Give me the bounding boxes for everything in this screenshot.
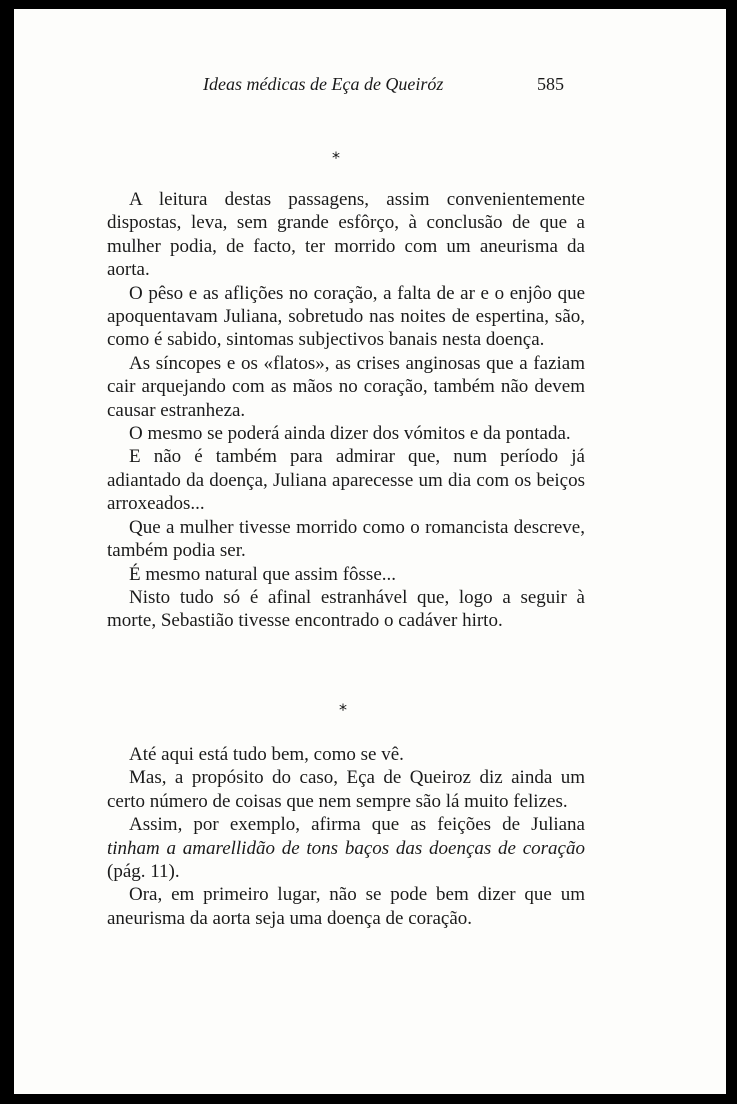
paragraph bbox=[107, 813, 585, 883]
page-number: 585 bbox=[537, 74, 564, 94]
section-divider-asterisk: * bbox=[339, 700, 347, 719]
running-title: Ideas médicas de Eça de Queiróz bbox=[203, 74, 444, 94]
section-1-text bbox=[107, 188, 585, 633]
paragraph: E não é também para admirar que, num período já adiantado da doença, Juliana aparecesse um dia com os beiços arroxeados... bbox=[107, 446, 585, 515]
paragraph: As síncopes e os «flatos», as crises anginosas que a faziam cair arquejando com as mãos no coração, também não devem causar estranheza. bbox=[107, 352, 585, 421]
section-2-text bbox=[107, 743, 585, 930]
paragraph: Mas, a propósito do caso, Eça de Queiroz diz ainda um certo número de coisas que nem sempre são lá muito felizes. bbox=[107, 767, 585, 812]
paragraph: Nisto tudo só é afinal estranhável que, logo a seguir à morte, Sebastião tivesse encontrado o cadáver hirto. bbox=[107, 586, 585, 632]
paragraph: O pêso e as aflições no coração, a falta de ar e o enjôo que apoquentavam Juliana, sobretudo nas noites de espertina, são, como é sabido, sintomas subjectivos banais nesta doença. bbox=[107, 282, 585, 351]
paragraph-text: Assim, por exemplo, afirma que as feições de Juliana bbox=[129, 814, 585, 836]
paragraph: Até aqui está tudo bem, como se vê. bbox=[129, 744, 404, 765]
paragraph-text: (pág. 11). bbox=[107, 861, 180, 883]
paragraph: É mesmo natural que assim fôsse... bbox=[129, 563, 397, 585]
paragraph: Ora, em primeiro lugar, não se pode bem dizer que um aneurisma da aorta seja uma doença de coração. bbox=[107, 884, 585, 929]
page-header bbox=[0, 74, 737, 102]
paragraph: A leitura destas passagens, assim convenientemente dispostas, leva, sem grande esfôrço, à conclusão de que a mulher podia, de facto, ter morrido com um aneurisma da aorta. bbox=[107, 189, 585, 281]
section-divider-asterisk: * bbox=[332, 148, 340, 167]
paragraph: O mesmo se poderá ainda dizer dos vómitos e da pontada. bbox=[129, 423, 571, 445]
italic-quotation: tinham a amarellidão de tons baços das doenças de coração bbox=[107, 837, 585, 859]
paragraph: Que a mulher tivesse morrido como o romancista descreve, também podia ser. bbox=[107, 516, 585, 562]
